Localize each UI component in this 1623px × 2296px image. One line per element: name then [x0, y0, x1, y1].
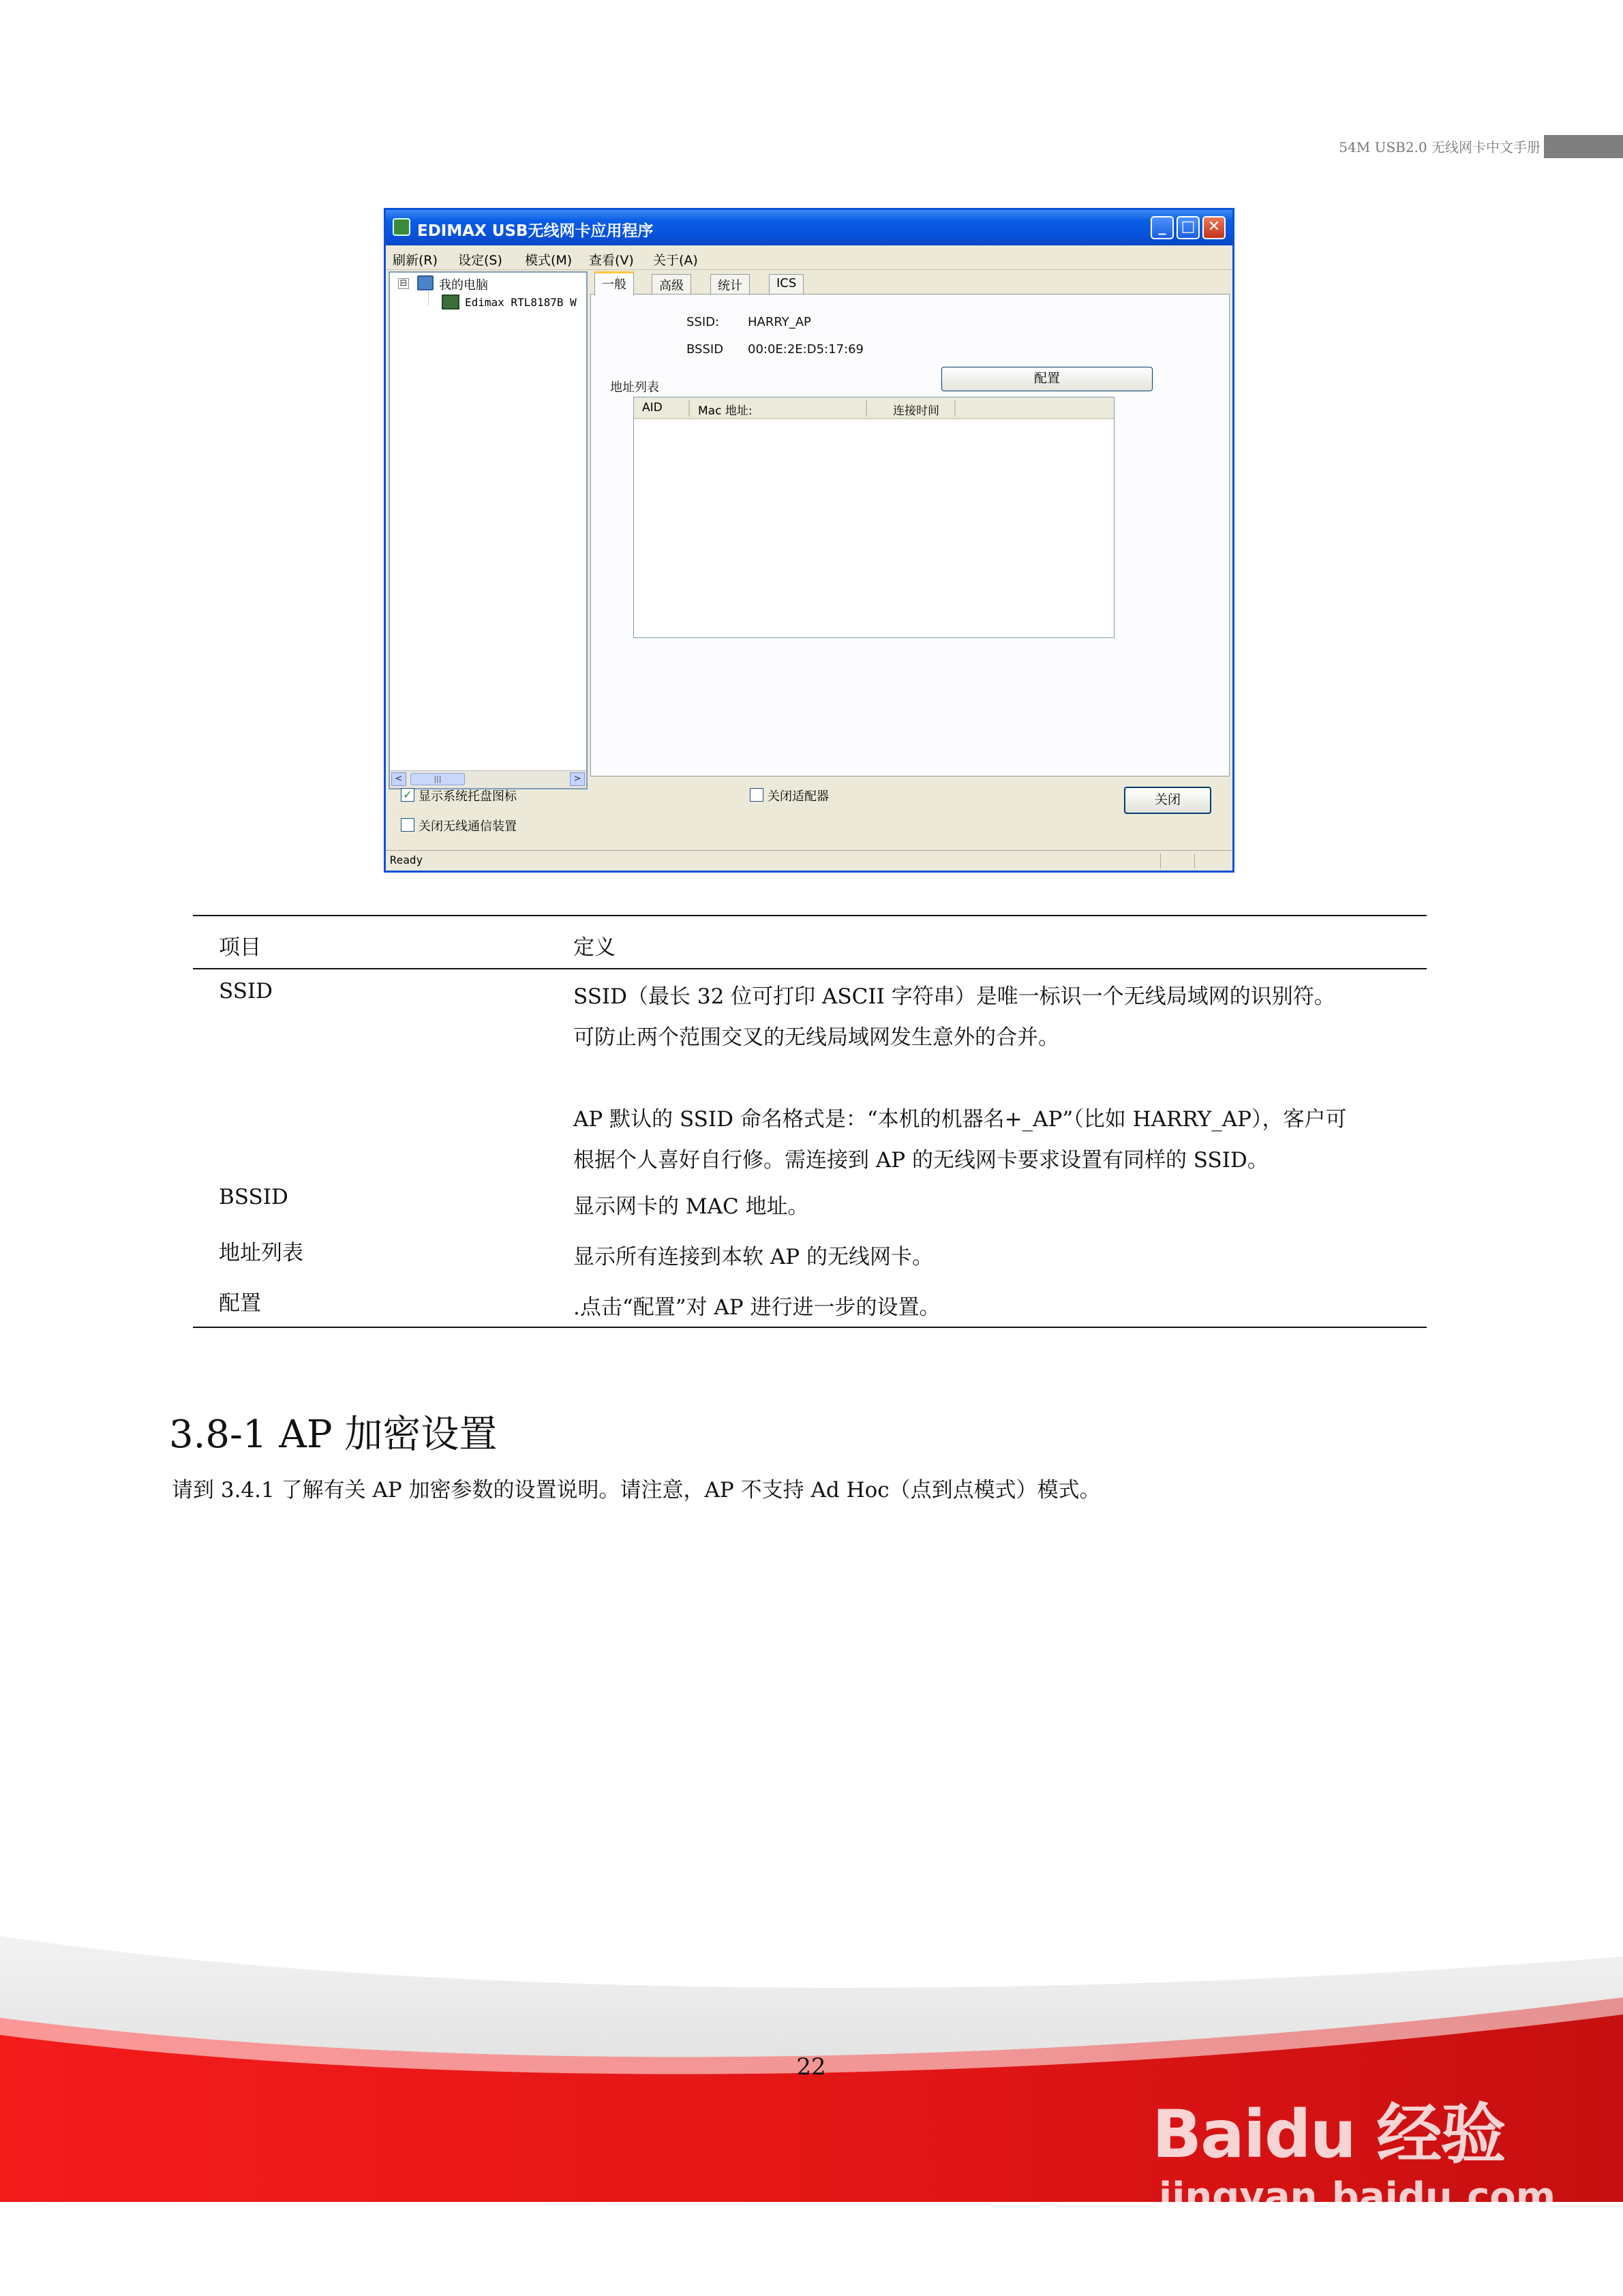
general-tab-panel — [590, 294, 1230, 776]
row-item-config: 配置 — [219, 1291, 261, 1316]
table-bottom-rule — [193, 1327, 1427, 1328]
disable-adapter-checkbox[interactable] — [750, 788, 763, 802]
bssid-value: 00:0E:2E:D5:17:69 — [748, 342, 864, 357]
row-def-ssid-line3: AP 默认的 SSID 命名格式是：“本机的机器名+_AP”（比如 HARRY_AP），客户可 — [573, 1107, 1347, 1132]
menu-settings[interactable]: 设定(S) — [458, 253, 502, 268]
show-tray-icon-checkbox[interactable]: ✓ — [401, 788, 414, 802]
ssid-value: HARRY_AP — [748, 315, 811, 329]
col-mac-address[interactable]: Mac 地址: — [698, 404, 753, 418]
row-def-ssid-line2: 可防止两个范围交叉的无线局域网发生意外的合并。 — [573, 1025, 1059, 1050]
network-adapter-icon — [442, 294, 459, 309]
tree-horizontal-scrollbar[interactable] — [390, 770, 586, 788]
tab-advanced[interactable]: 高级 — [652, 274, 691, 294]
table-header-definition: 定义 — [573, 935, 616, 960]
maximize-button[interactable]: □ — [1177, 216, 1200, 239]
watermark-url: jingyan.baidu.com — [1159, 2175, 1556, 2219]
scroll-thumb[interactable]: ||| — [410, 773, 465, 785]
ssid-label: SSID: — [686, 315, 720, 329]
status-text: Ready — [390, 854, 423, 866]
statusbar — [386, 850, 1232, 871]
row-def-ssid-line1: SSID（最长 32 位可打印 ASCII 字符串）是唯一标识一个无线局域网的识别符。 — [573, 984, 1335, 1009]
definition-table — [193, 915, 1427, 1328]
window-titlebar[interactable] — [386, 210, 1232, 245]
col-divider — [688, 400, 690, 417]
menu-refresh[interactable]: 刷新(R) — [393, 253, 438, 268]
tab-strip — [590, 271, 1231, 294]
menu-about[interactable]: 关于(A) — [653, 253, 698, 268]
watermark-brand: Baidu 经验 — [1152, 2096, 1505, 2173]
col-connect-time[interactable]: 连接时间 — [893, 404, 939, 418]
menu-view[interactable]: 查看(V) — [589, 253, 634, 268]
row-def-address-list: 显示所有连接到本软 AP 的无线网卡。 — [573, 1245, 933, 1269]
device-tree — [389, 271, 588, 789]
disable-adapter-label: 关闭适配器 — [768, 789, 829, 804]
table-top-rule — [193, 915, 1427, 916]
col-divider — [954, 400, 956, 417]
client-list[interactable] — [633, 397, 1114, 638]
col-divider — [866, 400, 867, 417]
tree-root-my-computer[interactable]: 我的电脑 — [439, 278, 488, 292]
collapse-icon[interactable]: ⊟ — [398, 278, 409, 289]
close-window-icon[interactable]: ✕ — [1202, 216, 1226, 239]
running-header: 54M USB2.0 无线网卡中文手册 — [1339, 139, 1541, 155]
menubar — [386, 245, 1232, 270]
table-header-item: 项目 — [219, 935, 261, 960]
address-list-label: 地址列表 — [610, 380, 659, 395]
scroll-left-arrow[interactable]: < — [391, 772, 406, 786]
tree-item-adapter[interactable]: Edimax RTL8187B W — [465, 296, 577, 309]
computer-icon — [417, 275, 434, 290]
app-icon — [393, 218, 410, 236]
row-item-bssid: BSSID — [219, 1185, 288, 1209]
status-divider — [1160, 854, 1161, 868]
close-button[interactable]: 关闭 — [1124, 787, 1211, 814]
show-tray-icon-label: 显示系统托盘图标 — [419, 789, 517, 804]
section-body: 请到 3.4.1 了解有关 AP 加密参数的设置说明。请注意，AP 不支持 Ad Hoc（点到点模式）模式。 — [172, 1478, 1101, 1502]
window-title: EDIMAX USB无线网卡应用程序 — [417, 222, 654, 240]
minimize-button[interactable]: _ — [1151, 216, 1174, 239]
row-def-config: .点击“配置”对 AP 进行进一步的设置。 — [573, 1295, 941, 1320]
status-divider — [1194, 854, 1195, 868]
menu-mode[interactable]: 模式(M) — [525, 253, 573, 268]
disable-radio-label: 关闭无线通信装置 — [419, 819, 517, 834]
header-accent-bar — [1544, 135, 1623, 158]
table-header-rule — [193, 968, 1427, 969]
tree-connector — [428, 292, 429, 305]
tab-ics[interactable]: ICS — [769, 274, 804, 294]
config-button[interactable]: 配置 — [941, 367, 1153, 391]
col-aid[interactable]: AID — [642, 401, 663, 414]
section-heading: 3.8-1 AP 加密设置 — [169, 1413, 498, 1457]
row-def-ssid-line4: 根据个人喜好自行修。需连接到 AP 的无线网卡要求设置有同样的 SSID。 — [573, 1148, 1269, 1173]
scroll-right-arrow[interactable]: > — [570, 772, 585, 786]
client-list-header — [634, 397, 1114, 419]
row-item-address-list: 地址列表 — [219, 1241, 303, 1265]
disable-radio-checkbox[interactable] — [401, 818, 414, 832]
row-def-bssid: 显示网卡的 MAC 地址。 — [573, 1194, 809, 1219]
tab-statistics[interactable]: 统计 — [710, 274, 750, 294]
row-item-ssid: SSID — [219, 979, 273, 1003]
tab-general[interactable]: 一般 — [594, 271, 634, 296]
page-number: 22 — [796, 2053, 826, 2081]
bssid-label: BSSID — [686, 342, 724, 357]
app-window-screenshot — [384, 208, 1234, 873]
